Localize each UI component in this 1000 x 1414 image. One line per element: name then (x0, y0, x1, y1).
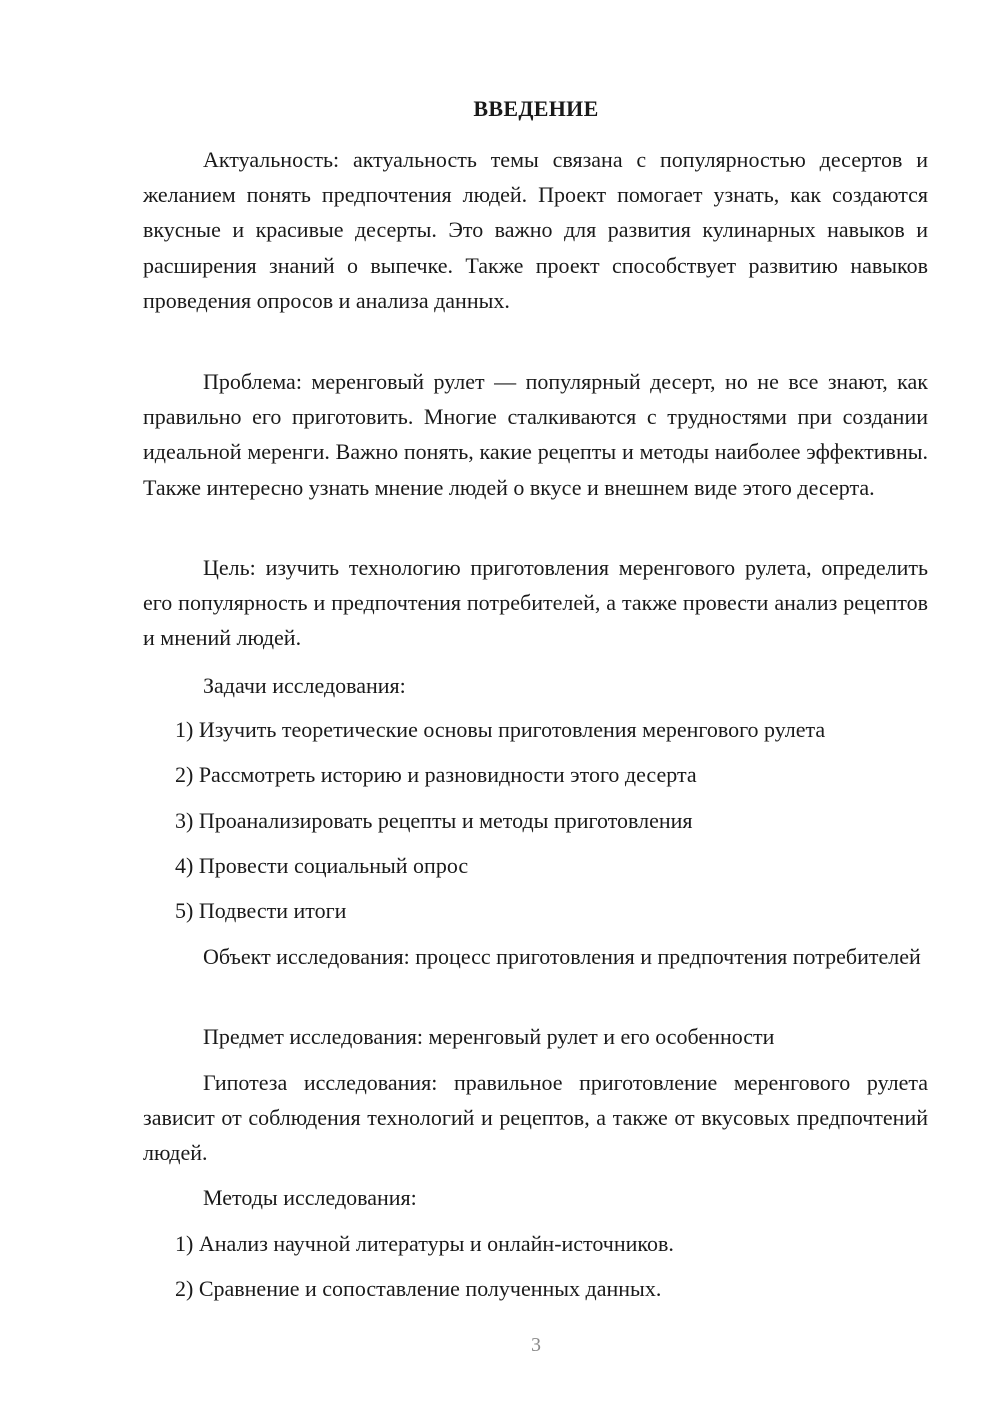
paragraph-goal: Цель: изучить технологию приготовления меренгового рулета, определить его популярность и предпочтения потребителей, а также провести анализ рецептов и мнений людей. (143, 555, 928, 651)
page-number: 3 (531, 1334, 541, 1356)
paragraph-problem: Проблема: меренговый рулет — популярный десерт, но не все знают, как правильно его приготовить. Многие сталкиваются с трудностями при создании идеальной меренги. Важно понять, какие рецепты и методы наиболее эффективны. Также интересно узнать мнение людей о вкусе и внешнем виде этого десерта. (143, 369, 928, 500)
task-item-3: 3) Проанализировать рецепты и методы приготовления (175, 808, 693, 833)
method-item-2: 2) Сравнение и сопоставление полученных данных. (175, 1276, 662, 1301)
method-item-1: 1) Анализ научной литературы и онлайн-источников. (175, 1231, 674, 1256)
paragraph-subject: Предмет исследования: меренговый рулет и его особенности (203, 1024, 775, 1049)
task-item-4: 4) Провести социальный опрос (175, 853, 469, 878)
paragraph-object: Объект исследования: процесс приготовления и предпочтения потребителей (203, 944, 921, 969)
tasks-label: Задачи исследования: (203, 673, 406, 698)
task-item-5: 5) Подвести итоги (175, 898, 347, 923)
paragraph-relevance: Актуальность: актуальность темы связана с популярностью десертов и желанием понять предпочтения людей. Проект помогает узнать, как создаются вкусные и красивые десерты. Это важно для развития кулинарных навыков и расширения знаний о выпечке. Также проект способствует развитию навыков проведения опросов и анализа данных. (143, 147, 928, 313)
task-item-2: 2) Рассмотреть историю и разновидности этого десерта (175, 762, 697, 787)
page-title: ВВЕДЕНИЕ (473, 96, 599, 121)
paragraph-hypothesis: Гипотеза исследования: правильное приготовление меренгового рулета зависит от соблюдения технологий и рецептов, а также от вкусовых предпочтений людей. (143, 1070, 928, 1166)
methods-label: Методы исследования: (203, 1185, 417, 1210)
task-item-1: 1) Изучить теоретические основы приготовления меренгового рулета (175, 717, 826, 742)
